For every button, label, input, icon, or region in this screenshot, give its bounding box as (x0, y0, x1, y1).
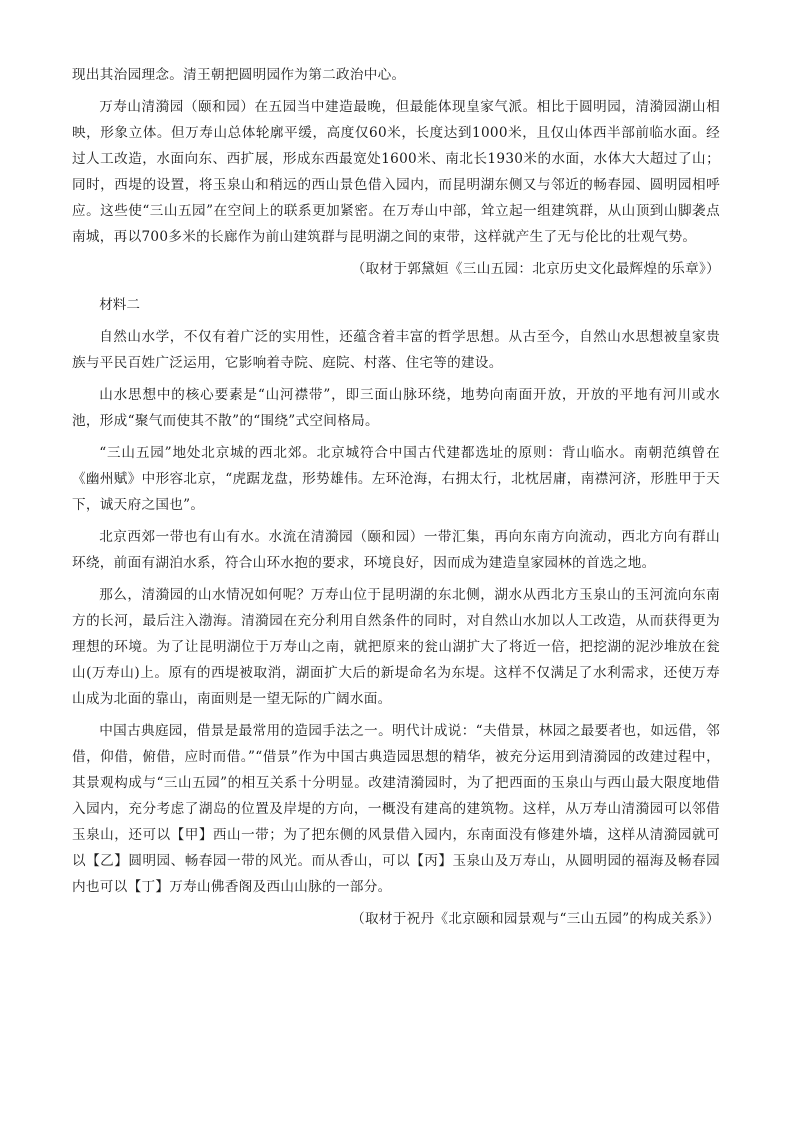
source-citation-1: （取材于郭黛姮《三山五园：北京历史文化最辉煌的乐章》） (351, 261, 720, 277)
paragraph-qingyi-garden: 万寿山清漪园（颐和园）在五园当中建造最晚，但最能体现皇家气派。相比于圆明园，清漪园湖山相映，形象立体。但万寿山总体轮廓平缓，高度仅60米，长度达到1000米，且仅山体西半部前临水面。经过人工改造，水面向东、西扩展，形成东西最宽处1600米、南北长1930米的水面，水体大大超过了山；同时，西堤的设置，将玉泉山和稍远的西山景色借入园内，而昆明湖东侧又与邻近的畅春园、圆明园相呼应。这些使“三山五园”在空间上的联系更加紧密。在万寿山中部，耸立起一组建筑群，从山顶到山脚袭点南城，再以700多米的长廊作为前山建筑群与昆明湖之间的束带，这样就产生了无与伦比的壮观气势。 (72, 99, 720, 245)
paragraph-core-element: 山水思想中的核心要素是“山河襟带”，即三面山脉环绕，地势向南面开放，开放的平地有河川或水池，形成“聚气而使其不散”的“围绕”式空间格局。 (72, 387, 720, 429)
source-citation-2: （取材于祝丹《北京颐和园景观与“三山五园”的构成关系》） (351, 911, 720, 927)
document-page (72, 62, 720, 942)
paragraph-location: “三山五园”地处北京城的西北郊。北京城符合中国古代建都选址的原则：背山临水。南朝范缜曾在《幽州赋》中形容北京，“虎踞龙盘，形势雄伟。左环沧海，右拥太行，北枕居庸，南襟河济，形胜甲于天下，诚天府之国也”。 (72, 445, 720, 513)
section-heading-material-two: 材料二 (99, 297, 140, 313)
paragraph-west-suburb: 北京西郊一带也有山有水。水流在清漪园（颐和园）一带汇集，再向东南方向流动，西北方向有群山环绕，前面有湖泊水系，符合山环水抱的要求，环境良好，因而成为建造皇家园林的首选之地。 (72, 529, 720, 571)
paragraph-continuation: 现出其治园理念。清王朝把圆明园作为第二政治中心。 (72, 67, 406, 83)
paragraph-natural-landscape: 自然山水学，不仅有着广泛的实用性，还蕴含着丰富的哲学思想。从古至今，自然山水思想被皇家贵族与平民百姓广泛运用，它影响着寺院、庭院、村落、住宅等的建设。 (72, 329, 720, 371)
paragraph-borrowed-scenery: 中国古典庭园，借景是最常用的造园手法之一。明代计成说：“夫借景，林园之最要者也，如远借，邻借，仰借，俯借，应时而借。”“借景”作为中国古典造园思想的精华，被充分运用到清漪园的改建过程中，其景观构成与“三山五园”的相互关系十分明显。改建清漪园时，为了把西面的玉泉山与西山最大限度地借入园内，充分考虑了湖岛的位置及岸堤的方向，一概没有建高的建筑物。这样，从万寿山清漪园可以邻借玉泉山，还可以【甲】西山一带；为了把东侧的风景借入园内，东南面没有修建外墙，这样从清漪园就可以【乙】圆明园、畅春园一带的风光。而从香山，可以【丙】玉泉山及万寿山，从圆明园的福海及畅春园内也可以【丁】万寿山佛香阁及西山山脉的一部分。 (72, 723, 720, 895)
paragraph-landscape-situation: 那么，清漪园的山水情况如何呢？万寿山位于昆明湖的东北侧，湖水从西北方玉泉山的玉河流向东南方的长河，最后注入渤海。清漪园在充分利用自然条件的同时，对自然山水加以人工改造，从而获得更为理想的环境。为了让昆明湖位于万寿山之南，就把原来的瓮山湖扩大了将近一倍，把挖湖的泥沙堆放在瓮山(万寿山)上。原有的西堤被取消，湖面扩大后的新堤命名为东堤。这样不仅满足了水利需求，还使万寿山成为北面的靠山，南面则是一望无际的广阔水面。 (72, 587, 720, 707)
